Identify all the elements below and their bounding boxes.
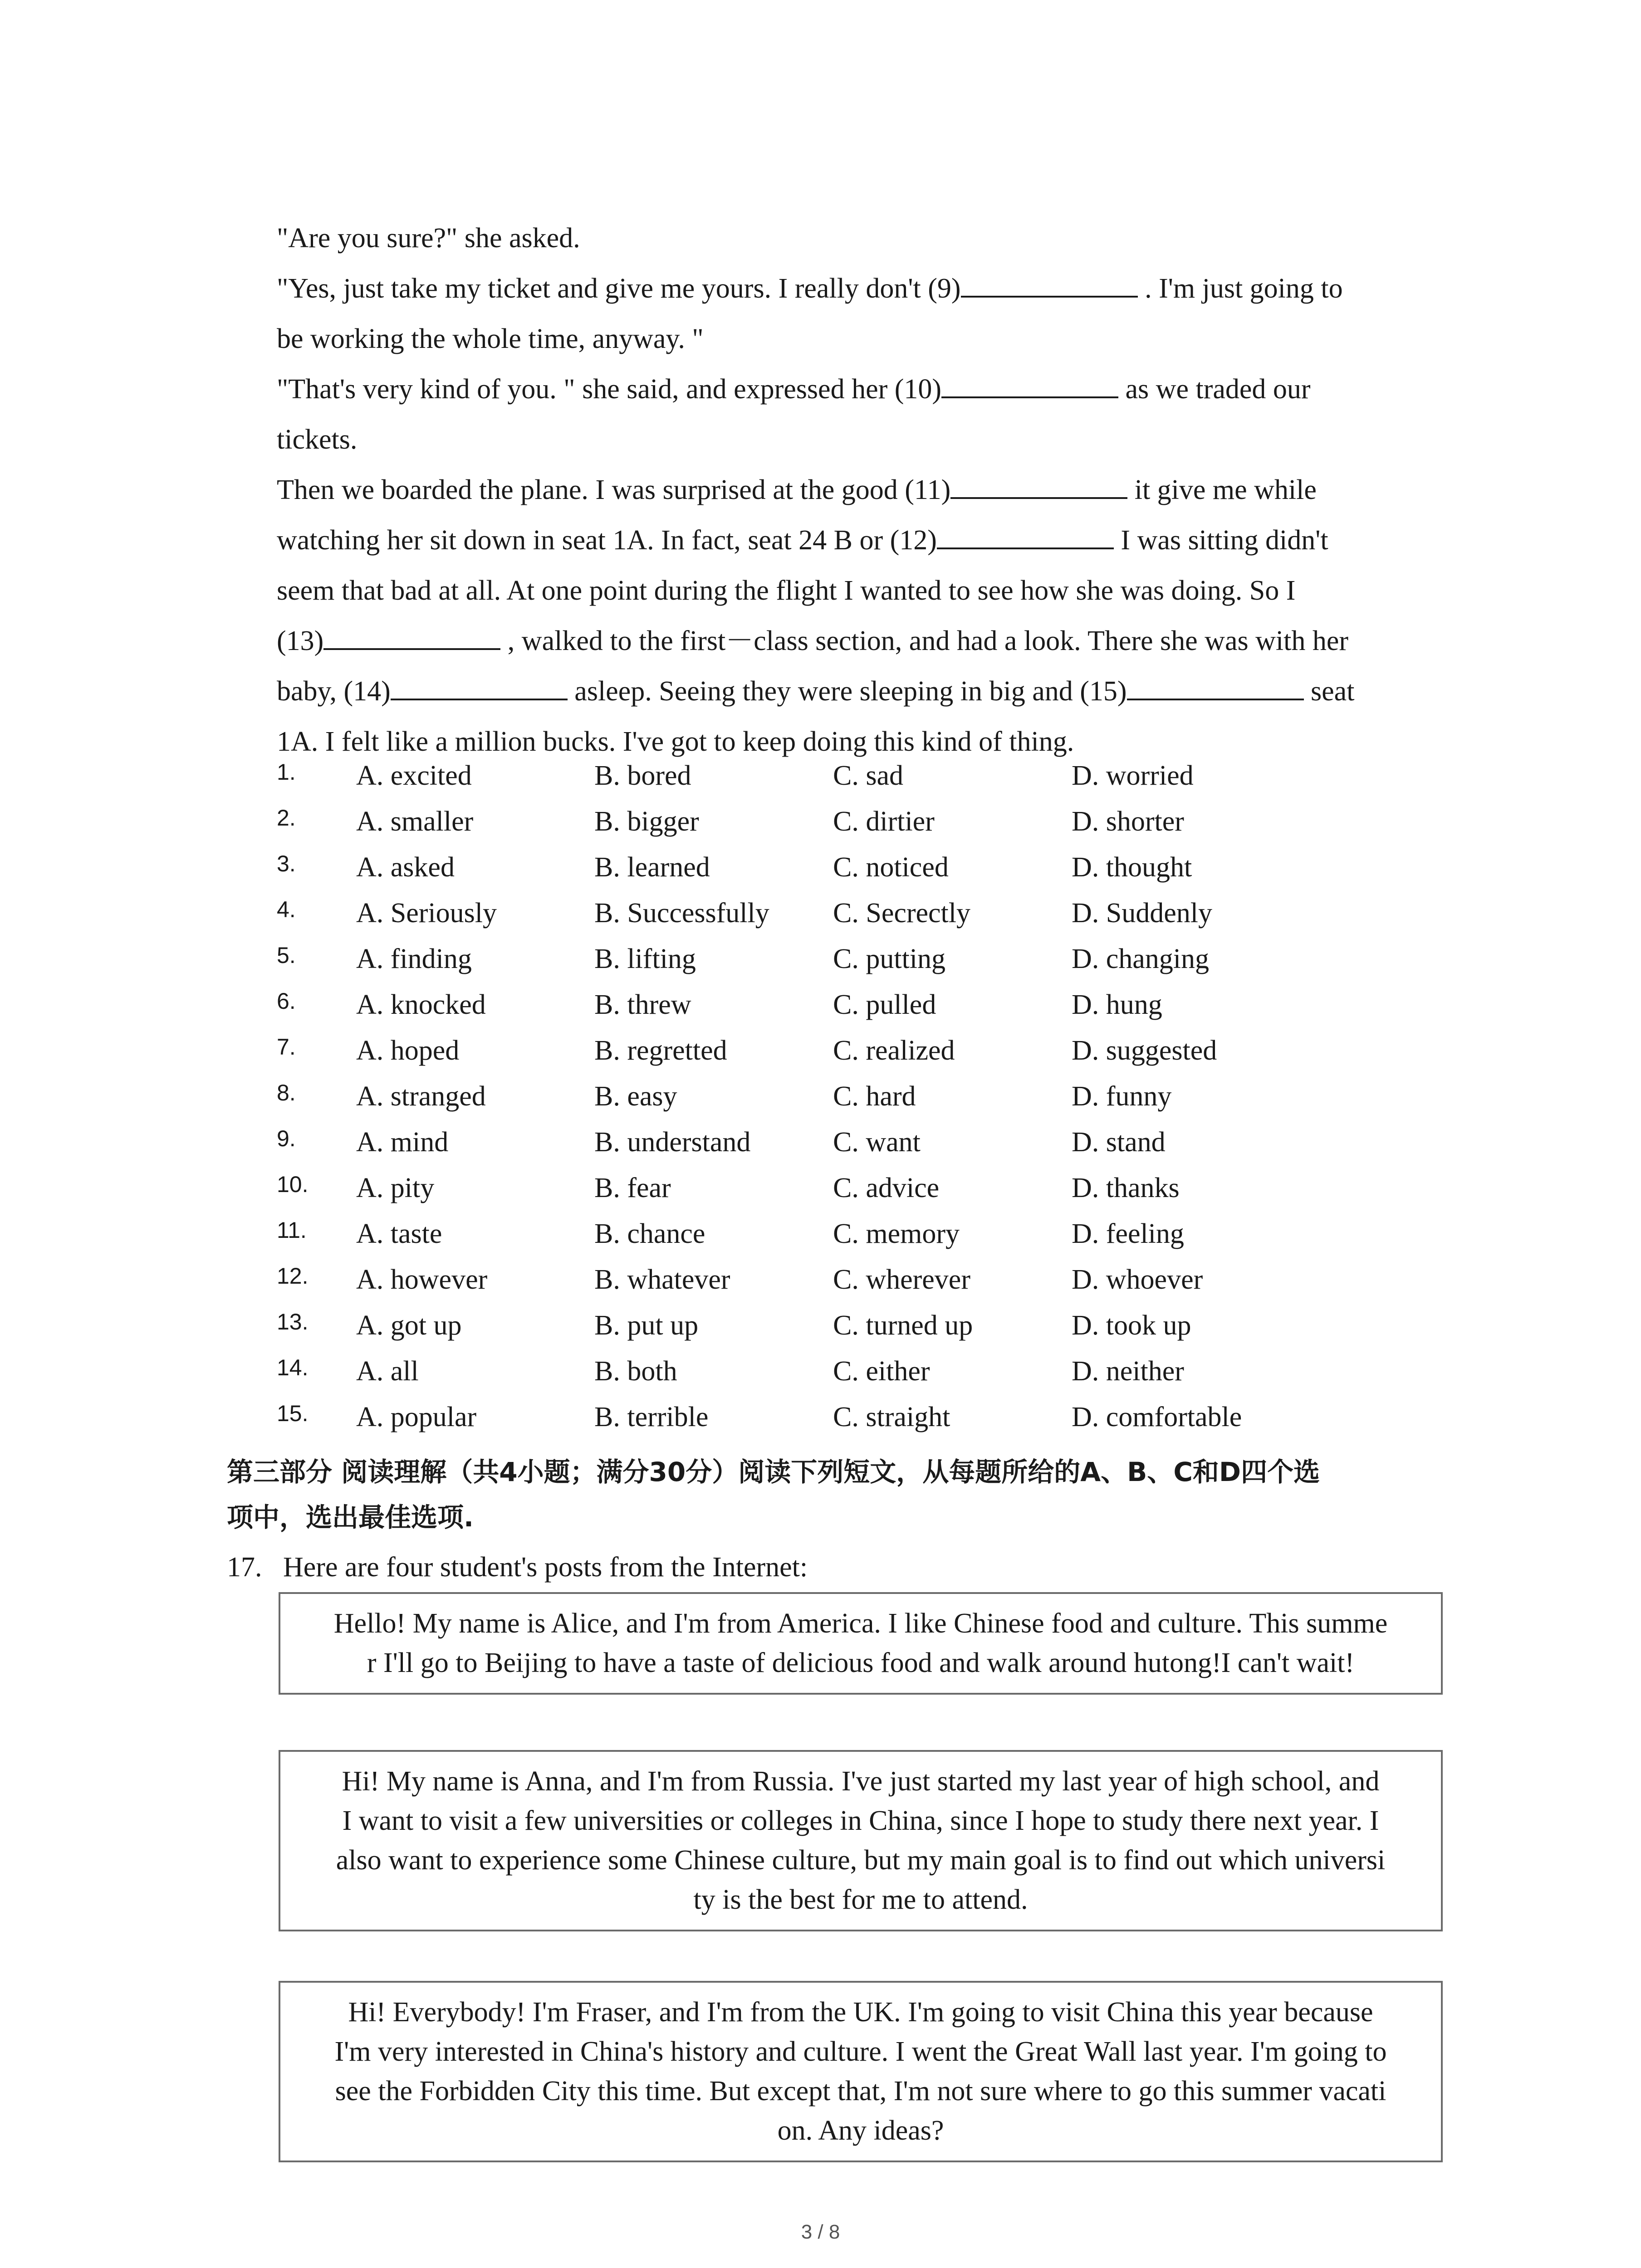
option-d[interactable]: D. funny <box>1072 1081 1172 1112</box>
option-a[interactable]: A. knocked <box>356 989 486 1020</box>
passage-line: Then we boarded the plane. I was surprised at the good (11) it give me while <box>277 465 1438 515</box>
option-row <box>277 1211 1438 1257</box>
passage-line: tickets. <box>277 424 358 455</box>
post-box-anna <box>279 1750 1443 1931</box>
passage-line: "Yes, just take my ticket and give me yours. I really don't (9) . I'm just going to <box>277 264 1438 314</box>
passage-line: (13) , walked to the first－class section, and had a look. There she was with her <box>277 616 1438 666</box>
passage <box>277 213 1438 767</box>
option-row <box>277 1303 1438 1349</box>
option-c[interactable]: C. either <box>833 1356 930 1387</box>
passage-line: baby, (14) asleep. Seeing they were sleeping in big and (15) seat <box>277 666 1438 717</box>
option-c[interactable]: C. Secrectly <box>833 898 971 929</box>
option-number: 7. <box>277 1034 296 1060</box>
option-b[interactable]: B. easy <box>594 1081 677 1112</box>
option-d[interactable]: D. worried <box>1072 760 1194 791</box>
option-number: 8. <box>277 1080 296 1105</box>
option-a[interactable]: A. smaller <box>356 806 474 837</box>
section-heading-line: 项中，选出最佳选项. <box>227 1502 474 1533</box>
option-a[interactable]: A. excited <box>356 760 472 791</box>
option-number: 4. <box>277 897 296 922</box>
option-a[interactable]: A. finding <box>356 943 472 974</box>
option-number: 15. <box>277 1401 309 1426</box>
option-row <box>277 1349 1438 1394</box>
option-c[interactable]: C. pulled <box>833 989 936 1020</box>
option-row <box>277 753 1438 799</box>
post-line: I'm very interested in China's history and culture. I went the Great Wall last year. I'm going to <box>334 2036 1387 2067</box>
option-c[interactable]: C. hard <box>833 1081 916 1112</box>
option-c[interactable]: C. turned up <box>833 1310 973 1341</box>
option-row <box>277 982 1438 1028</box>
option-number: 9. <box>277 1126 296 1151</box>
option-d[interactable]: D. thought <box>1072 852 1192 883</box>
passage-line: seem that bad at all. At one point during the flight I wanted to see how she was doing. So I <box>277 575 1296 606</box>
option-b[interactable]: B. both <box>594 1356 677 1387</box>
option-number: 13. <box>277 1309 309 1334</box>
answer-blank[interactable] <box>323 622 500 650</box>
option-row <box>277 845 1438 890</box>
option-d[interactable]: D. feeling <box>1072 1218 1184 1249</box>
passage-line: 1A. I felt like a million bucks. I've got to keep doing this kind of thing. <box>277 726 1074 757</box>
option-b[interactable]: B. regretted <box>594 1035 727 1066</box>
post-line: Hello! My name is Alice, and I'm from America. I like Chinese food and culture. This summe <box>333 1608 1388 1639</box>
option-a[interactable]: A. popular <box>356 1402 477 1432</box>
option-b[interactable]: B. Successfully <box>594 898 769 929</box>
passage-line: "Are you sure?" she asked. <box>277 223 580 254</box>
answer-blank[interactable] <box>950 471 1127 499</box>
option-a[interactable]: A. pity <box>356 1173 435 1203</box>
post-line: also want to experience some Chinese culture, but my main goal is to find out which universi <box>336 1845 1386 1876</box>
post-line: r I'll go to Beijing to have a taste of delicious food and walk around hutong!I can't wait! <box>367 1647 1355 1678</box>
answer-blank[interactable] <box>391 672 568 700</box>
option-d[interactable]: D. changing <box>1072 943 1210 974</box>
options-list <box>277 753 1438 1440</box>
post-box-alice <box>279 1592 1443 1695</box>
option-d[interactable]: D. took up <box>1072 1310 1191 1341</box>
option-a[interactable]: A. however <box>356 1264 488 1295</box>
option-row <box>277 890 1438 936</box>
option-row <box>277 1394 1438 1440</box>
passage-line: watching her sit down in seat 1A. In fact, seat 24 B or (12) I was sitting didn't <box>277 515 1438 566</box>
option-a[interactable]: A. all <box>356 1356 419 1387</box>
option-d[interactable]: D. Suddenly <box>1072 898 1212 929</box>
option-d[interactable]: D. stand <box>1072 1127 1166 1158</box>
passage-line: be working the whole time, anyway. " <box>277 323 704 354</box>
option-b[interactable]: B. bored <box>594 760 691 791</box>
option-b[interactable]: B. bigger <box>594 806 699 837</box>
post-line: I want to visit a few universities or colleges in China, since I hope to study there next year. I <box>342 1805 1379 1836</box>
option-a[interactable]: A. taste <box>356 1218 442 1249</box>
option-c[interactable]: C. sad <box>833 760 903 791</box>
passage-line: "That's very kind of you. " she said, and expressed her (10) as we traded our <box>277 364 1438 415</box>
option-b[interactable]: B. threw <box>594 989 691 1020</box>
option-number: 6. <box>277 988 296 1014</box>
option-row <box>277 1257 1438 1303</box>
option-b[interactable]: B. whatever <box>594 1264 730 1295</box>
option-row <box>277 799 1438 845</box>
option-a[interactable]: A. asked <box>356 852 455 883</box>
option-b[interactable]: B. fear <box>594 1173 671 1203</box>
option-number: 5. <box>277 943 296 968</box>
option-d[interactable]: D. shorter <box>1072 806 1184 837</box>
option-b[interactable]: B. learned <box>594 852 710 883</box>
option-a[interactable]: A. stranged <box>356 1081 486 1112</box>
option-a[interactable]: A. hoped <box>356 1035 460 1066</box>
option-number: 2. <box>277 805 296 831</box>
option-b[interactable]: B. lifting <box>594 943 696 974</box>
answer-blank[interactable] <box>1127 672 1304 700</box>
option-row <box>277 1119 1438 1165</box>
option-number: 10. <box>277 1172 309 1197</box>
option-number: 12. <box>277 1263 309 1289</box>
option-number: 3. <box>277 851 296 876</box>
option-c[interactable]: C. advice <box>833 1173 940 1203</box>
post-line: see the Forbidden City this time. But except that, I'm not sure where to go this summer vacati <box>335 2076 1386 2107</box>
option-c[interactable]: C. realized <box>833 1035 955 1066</box>
option-row <box>277 1074 1438 1119</box>
option-d[interactable]: D. hung <box>1072 989 1162 1020</box>
post-line: ty is the best for me to attend. <box>693 1884 1028 1915</box>
answer-blank[interactable] <box>937 521 1114 549</box>
option-b[interactable]: B. put up <box>594 1310 699 1341</box>
option-c[interactable]: C. dirtier <box>833 806 935 837</box>
post-box-fraser <box>279 1981 1443 2162</box>
option-c[interactable]: C. putting <box>833 943 946 974</box>
option-b[interactable]: B. terrible <box>594 1402 709 1432</box>
option-c[interactable]: C. wherever <box>833 1264 970 1295</box>
option-number: 14. <box>277 1355 309 1380</box>
option-b[interactable]: B. understand <box>594 1127 751 1158</box>
option-a[interactable]: A. got up <box>356 1310 462 1341</box>
option-c[interactable]: C. straight <box>833 1402 950 1432</box>
page-number: 3 / 8 <box>801 2221 840 2243</box>
option-c[interactable]: C. memory <box>833 1218 960 1249</box>
option-d[interactable]: D. suggested <box>1072 1035 1217 1066</box>
post-line: on. Any ideas? <box>777 2115 944 2146</box>
option-a[interactable]: A. mind <box>356 1127 449 1158</box>
question-17-prompt: 17. Here are four student's posts from the Internet: <box>227 1552 808 1583</box>
option-number: 11. <box>277 1217 307 1243</box>
option-d[interactable]: D. comfortable <box>1072 1402 1242 1432</box>
option-d[interactable]: D. neither <box>1072 1356 1184 1387</box>
section-heading <box>227 1449 1452 1540</box>
post-line: Hi! Everybody! I'm Fraser, and I'm from the UK. I'm going to visit China this year because <box>348 1997 1373 2028</box>
answer-blank[interactable] <box>941 370 1118 398</box>
option-number: 1. <box>277 759 296 785</box>
option-c[interactable]: C. want <box>833 1127 921 1158</box>
option-a[interactable]: A. Seriously <box>356 898 497 929</box>
option-row <box>277 936 1438 982</box>
option-b[interactable]: B. chance <box>594 1218 705 1249</box>
option-d[interactable]: D. whoever <box>1072 1264 1203 1295</box>
option-row <box>277 1165 1438 1211</box>
option-d[interactable]: D. thanks <box>1072 1173 1180 1203</box>
option-c[interactable]: C. noticed <box>833 852 949 883</box>
option-row <box>277 1028 1438 1074</box>
answer-blank[interactable] <box>961 269 1138 298</box>
section-heading-line: 第三部分 阅读理解（共4小题；满分30分）阅读下列短文，从每题所给的A、B、C和D四个选 <box>227 1457 1320 1487</box>
post-line: Hi! My name is Anna, and I'm from Russia. I've just started my last year of high school, and <box>342 1766 1380 1797</box>
